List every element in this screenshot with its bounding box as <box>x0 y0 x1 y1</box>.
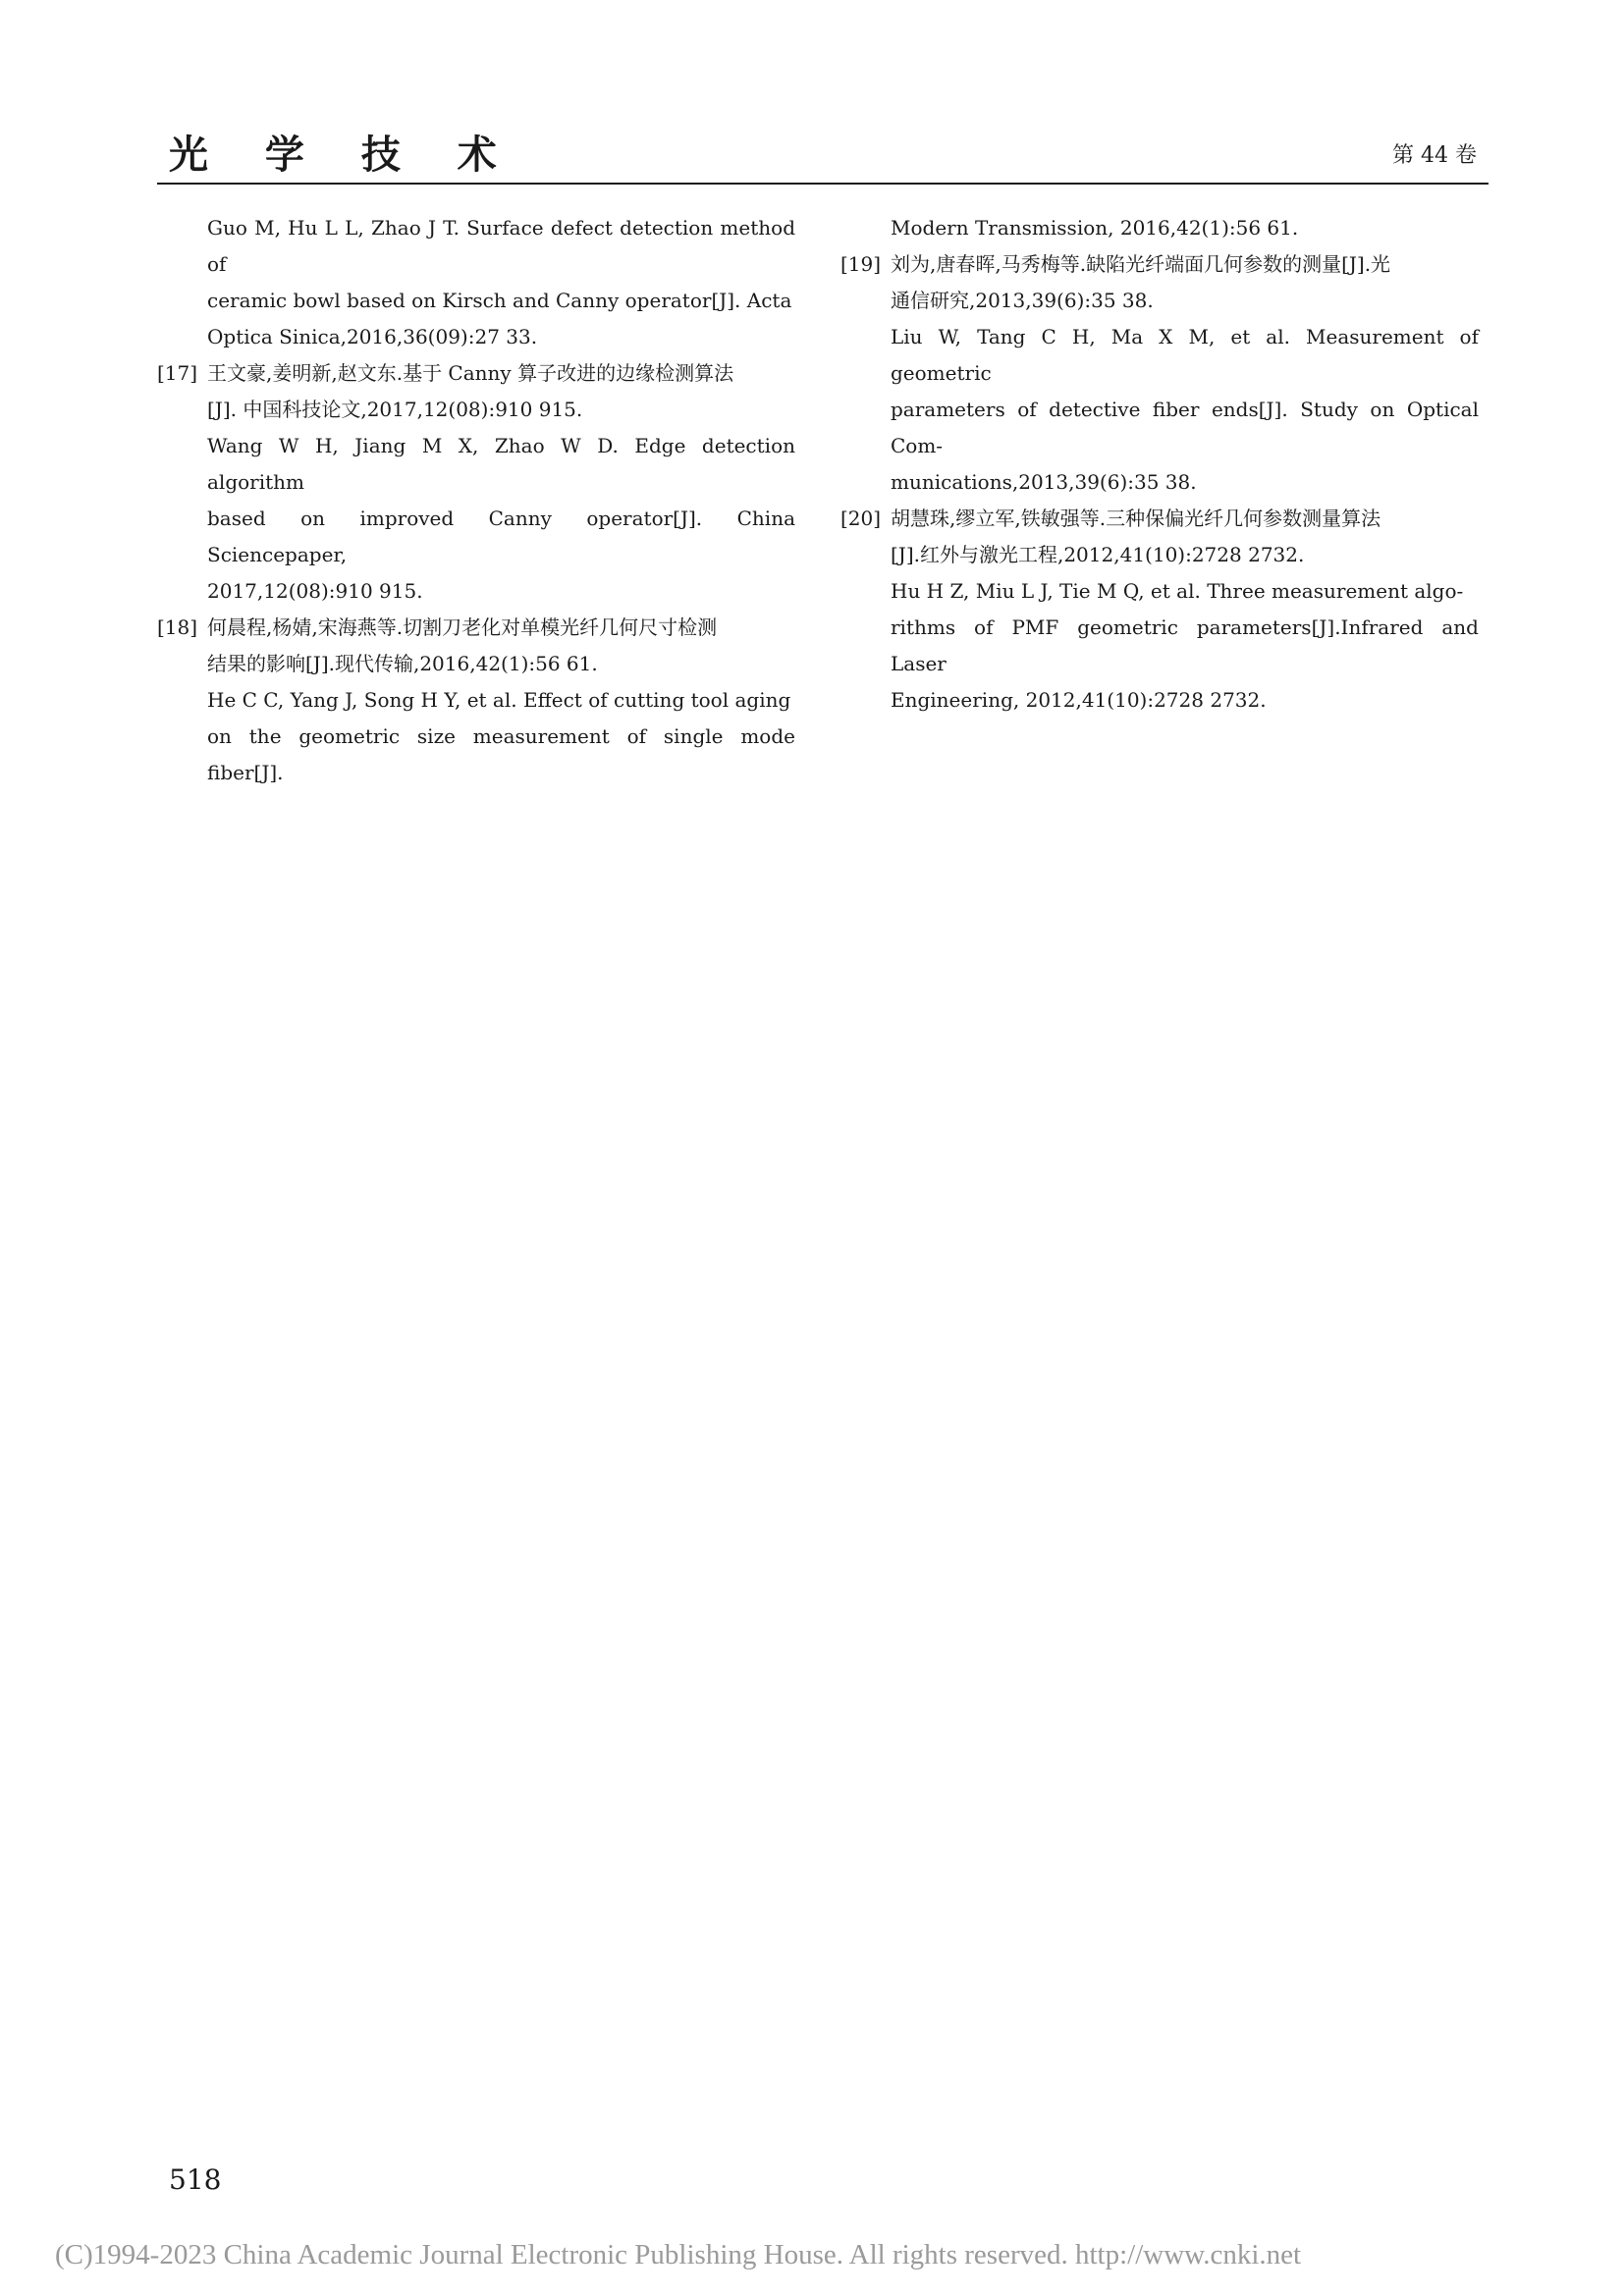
reference-line: rithms of PMF geometric parameters[J].Infrared and Laser <box>891 615 1479 675</box>
reference-line: 何晨程,杨婧,宋海燕等.切割刀老化对单模光纤几何尺寸检测 <box>207 615 718 639</box>
reference-line: 刘为,唐春晖,马秀梅等.缺陷光纤端面几何参数的测量[J].光 <box>891 252 1391 276</box>
reference-line: parameters of detective fiber ends[J]. Study on Optical Com- <box>891 398 1479 457</box>
reference-line: Liu W, Tang C H, Ma X M, et al. Measurement of geometric <box>891 325 1479 385</box>
reference-line: [J].红外与激光工程,2012,41(10):2728 2732. <box>891 543 1305 566</box>
reference-number: [19] <box>840 252 882 276</box>
reference-line: Engineering, 2012,41(10):2728 2732. <box>891 688 1267 712</box>
volume-label: 第 44 卷 <box>1392 143 1477 168</box>
reference-18 <box>157 610 795 791</box>
reference-line: ceramic bowl based on Kirsch and Canny operator[J]. Acta <box>207 289 792 312</box>
reference-line: He C C, Yang J, Song H Y, et al. Effect of cutting tool aging <box>207 688 791 712</box>
reference-line: 王文豪,姜明新,赵文东.基于 Canny 算子改进的边缘检测算法 <box>207 361 734 385</box>
reference-number: [20] <box>840 507 882 530</box>
reference-line: based on improved Canny operator[J]. China Sciencepaper, <box>207 507 795 566</box>
reference-line: on the geometric size measurement of single mode fiber[J]. <box>207 724 795 784</box>
reference-line: Guo M, Hu L L, Zhao J T. Surface defect detection method of <box>207 216 795 276</box>
left-column <box>157 210 795 791</box>
reference-number: [17] <box>157 361 198 385</box>
reference-line: Wang W H, Jiang M X, Zhao W D. Edge detection algorithm <box>207 434 795 494</box>
reference-line: Modern Transmission, 2016,42(1):56 61. <box>891 216 1299 240</box>
right-column <box>840 210 1479 719</box>
header-rule <box>157 183 1489 185</box>
reference-line: munications,2013,39(6):35 38. <box>891 470 1197 494</box>
reference-number: [18] <box>157 615 198 639</box>
page-number: 518 <box>169 2163 222 2196</box>
reference-17 <box>157 355 795 610</box>
reference-line: [J]. 中国科技论文,2017,12(08):910 915. <box>207 398 583 421</box>
copyright-notice: (C)1994-2023 China Academic Journal Electronic Publishing House. All rights reserved. http://www.cnki.net <box>55 2239 1302 2270</box>
journal-title: 光 学 技 术 <box>169 133 518 178</box>
reference-continuation <box>840 210 1479 246</box>
reference-line: 2017,12(08):910 915. <box>207 579 423 603</box>
reference-line: Hu H Z, Miu L J, Tie M Q, et al. Three measurement algo- <box>891 579 1464 603</box>
reference-19 <box>840 246 1479 501</box>
reference-line: 结果的影响[J].现代传输,2016,42(1):56 61. <box>207 652 598 675</box>
reference-line: 胡慧珠,缪立军,铁敏强等.三种保偏光纤几何参数测量算法 <box>891 507 1381 530</box>
reference-20 <box>840 501 1479 719</box>
reference-line: Optica Sinica,2016,36(09):27 33. <box>207 325 538 348</box>
reference-line: 通信研究,2013,39(6):35 38. <box>891 289 1154 312</box>
reference-continuation <box>157 210 795 355</box>
